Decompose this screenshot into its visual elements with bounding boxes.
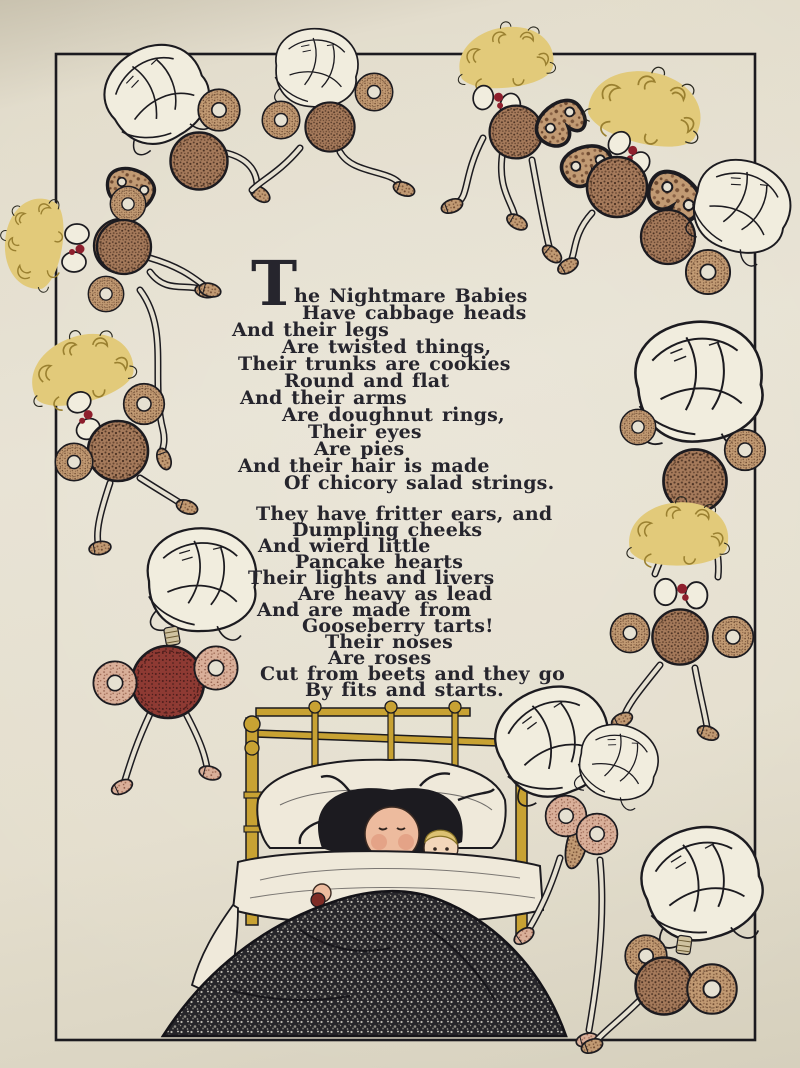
poem-line: Are doughnut rings, — [282, 404, 505, 426]
poem-line: Are pies — [314, 438, 405, 460]
poem-line: Dumpling cheeks — [292, 519, 483, 541]
poem-line: he Nightmare Babies — [294, 285, 528, 307]
stanza-1 — [232, 285, 555, 494]
poem-line: And their arms — [240, 387, 407, 409]
drop-cap: T — [251, 247, 298, 320]
poem-line: Their trunks are cookies — [238, 353, 511, 375]
poem-line: Gooseberry tarts! — [302, 615, 494, 637]
poem-line: And wierd little — [258, 535, 431, 557]
poem-line: Pancake hearts — [295, 551, 464, 573]
poem-line: They have fritter ears, and — [256, 503, 553, 525]
poem-line: Are roses — [328, 647, 432, 669]
poem-line: Are heavy as lead — [298, 583, 493, 605]
poem-line: Have cabbage heads — [302, 302, 527, 324]
poem-line: Their eyes — [308, 421, 422, 443]
poem-line: And are made from — [257, 599, 472, 621]
poem-line: Round and flat — [284, 370, 450, 392]
poem-line: Of chicory salad strings. — [284, 472, 555, 494]
stanza-2 — [248, 503, 565, 701]
poem-line: Their lights and livers — [248, 567, 495, 589]
poem-line: And their legs — [232, 319, 390, 341]
poem-line: Cut from beets and they go — [260, 663, 565, 685]
poem-line: Are twisted things, — [282, 336, 492, 358]
poem-line: And their hair is made — [238, 455, 490, 477]
poem-line: By fits and starts. — [305, 679, 504, 701]
poem-line: Their noses — [325, 631, 454, 653]
